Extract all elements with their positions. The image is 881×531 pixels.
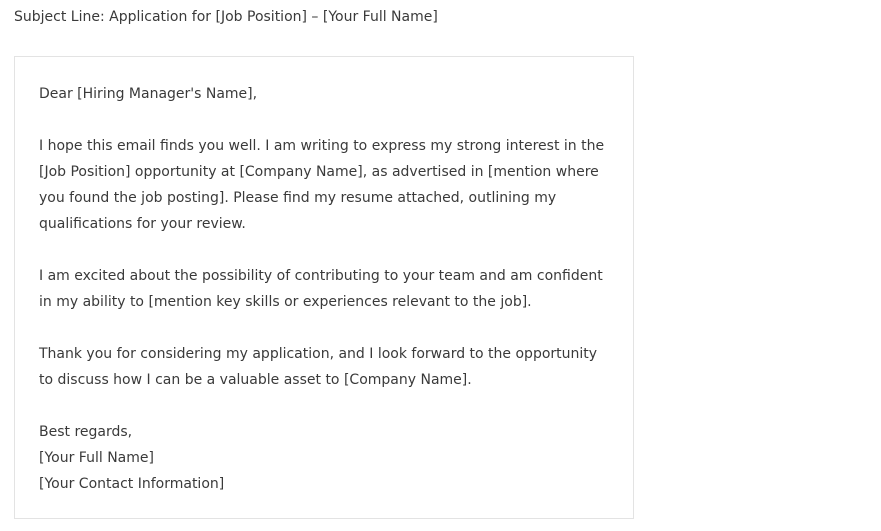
paragraph-skills bbox=[39, 263, 619, 315]
paragraph-line: I hope this email finds you well. I am writing to express my strong interest in the bbox=[39, 138, 605, 154]
letter-body bbox=[39, 81, 619, 497]
closing-text: Best regards, bbox=[39, 424, 133, 440]
email-template-card bbox=[14, 56, 634, 519]
paragraph-thanks bbox=[39, 341, 619, 393]
signature-block bbox=[39, 419, 619, 497]
paragraph-intro bbox=[39, 133, 619, 237]
subject-line: Subject Line: Application for [Job Position] – [Your Full Name] bbox=[14, 9, 438, 25]
signature-name: [Your Full Name] bbox=[39, 450, 154, 466]
paragraph-line: [Job Position] opportunity at [Company Name], as advertised in [mention where bbox=[39, 164, 599, 180]
paragraph-line: you found the job posting]. Please find my resume attached, outlining my bbox=[39, 190, 557, 206]
paragraph-line: qualifications for your review. bbox=[39, 216, 246, 232]
paragraph-line: I am excited about the possibility of contributing to your team and am confident bbox=[39, 268, 603, 284]
paragraph-line: Thank you for considering my application, and I look forward to the opportunity bbox=[39, 346, 598, 362]
greeting-text: Dear [Hiring Manager's Name], bbox=[39, 86, 258, 102]
paragraph-line: to discuss how I can be a valuable asset to [Company Name]. bbox=[39, 372, 472, 388]
paragraph-line: in my ability to [mention key skills or experiences relevant to the job]. bbox=[39, 294, 532, 310]
greeting bbox=[39, 81, 619, 107]
signature-contact: [Your Contact Information] bbox=[39, 476, 225, 492]
